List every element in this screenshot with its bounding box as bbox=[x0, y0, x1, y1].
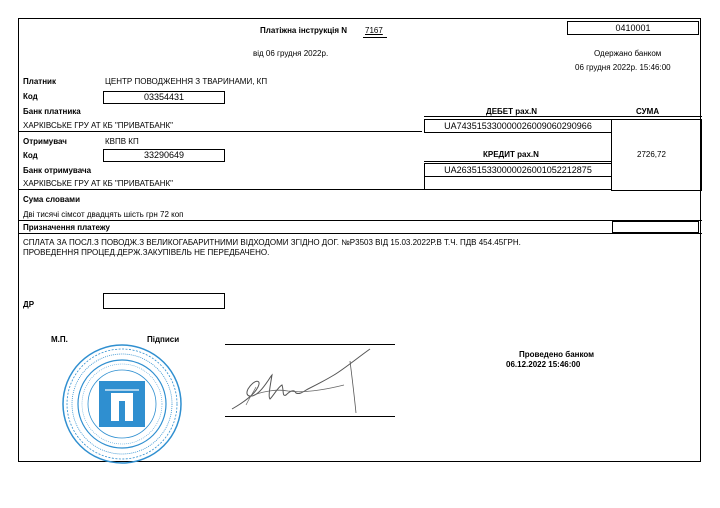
sum-value: 2726,72 bbox=[637, 150, 666, 159]
recipient-code-box: 33290649 bbox=[103, 149, 225, 162]
document-title: Платіжна інструкція N bbox=[260, 26, 348, 35]
recipient-label: Отримувач bbox=[23, 137, 67, 146]
sum-words-value: Дві тисячі сімсот двадцять шість грн 72 коп bbox=[23, 210, 184, 219]
purpose-empty-box bbox=[612, 221, 699, 233]
payment-instruction-document bbox=[18, 18, 701, 462]
mp-label: М.П. bbox=[51, 335, 68, 344]
payer-code-label: Код bbox=[23, 92, 38, 101]
payer-name: ЦЕНТР ПОВОДЖЕННЯ З ТВАРИНАМИ, КП bbox=[105, 77, 268, 86]
credit-label: КРЕДИТ рах.N bbox=[483, 150, 539, 159]
purpose-line-1: СПЛАТА ЗА ПОСЛ.З ПОВОДЖ.З ВЕЛИКОГАБАРИТНИМИ ВІДХОДОМИ ЗГІДНО ДОГ. №Р3503 ВІД 15.03.2022Р.В Т.Ч. ПДВ 454.45ГРН. bbox=[23, 238, 521, 247]
purpose-label: Призначення платежу bbox=[23, 223, 111, 232]
signature-scribble bbox=[224, 347, 384, 417]
processed-label: Проведено банком bbox=[519, 350, 595, 359]
dr-box bbox=[103, 293, 225, 309]
privatbank-stamp-icon bbox=[61, 343, 183, 465]
received-label: Одержано банком bbox=[594, 49, 662, 58]
payer-bank-name: ХАРКІВСЬКЕ ГРУ АТ КБ "ПРИВАТБАНК" bbox=[23, 121, 173, 130]
form-code-box: 0410001 bbox=[567, 21, 699, 35]
recipient-code-label: Код bbox=[23, 151, 38, 160]
processed-datetime: 06.12.2022 15:46:00 bbox=[506, 360, 581, 369]
recipient-name: КВПВ КП bbox=[105, 137, 139, 146]
dr-label: ДР bbox=[23, 300, 35, 309]
document-number: 7167 bbox=[365, 26, 383, 35]
debit-account-box: UA743515330000026009060290966 bbox=[424, 119, 612, 133]
purpose-line-2: ПРОВЕДЕННЯ ПРОЦЕД.ДЕРЖ.ЗАКУПІВЕЛЬ НЕ ПЕРЕДБАЧЕНО. bbox=[23, 248, 270, 257]
credit-account-box: UA263515330000026001052212875 bbox=[424, 163, 612, 177]
payer-bank-label: Банк платника bbox=[23, 107, 81, 116]
sum-words-label: Сума словами bbox=[23, 195, 81, 204]
debit-label: ДЕБЕТ рах.N bbox=[486, 107, 538, 116]
recipient-bank-name: ХАРКІВСЬКЕ ГРУ АТ КБ "ПРИВАТБАНК" bbox=[23, 179, 173, 188]
signatures-label: Підписи bbox=[147, 335, 180, 344]
sum-label: СУМА bbox=[636, 107, 660, 116]
payer-label: Платник bbox=[23, 77, 56, 86]
document-date: від 06 грудня 2022р. bbox=[253, 49, 329, 58]
credit-empty-box bbox=[424, 176, 612, 190]
recipient-bank-label: Банк отримувача bbox=[23, 166, 92, 175]
received-date: 06 грудня 2022р. 15:46:00 bbox=[575, 63, 671, 72]
payer-code-box: 03354431 bbox=[103, 91, 225, 104]
